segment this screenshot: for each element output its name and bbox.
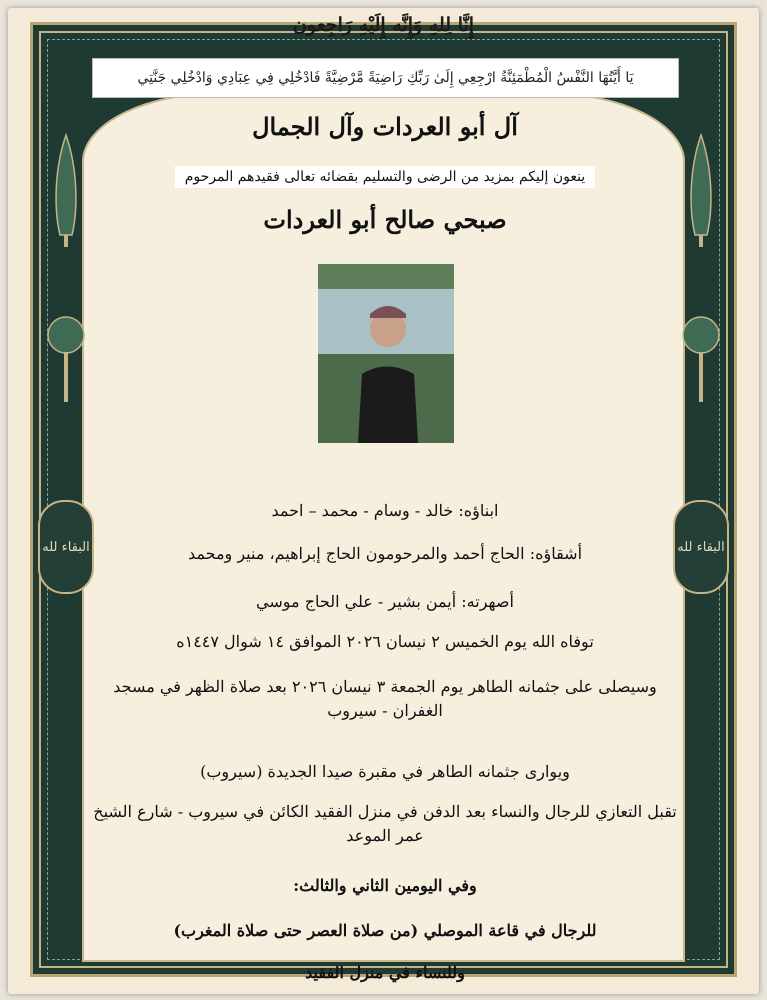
portrait-image (318, 264, 454, 443)
deceased-photo (318, 264, 454, 443)
cypress-tree-icon (46, 130, 86, 250)
sons-line: ابناؤه: خالد - وسام - محمد – احمد (271, 501, 499, 520)
baqa-lillah-medallion: البقاء لله (673, 500, 729, 594)
prayer-line: وسيصلى على جثمانه الطاهر يوم الجمعة ٣ نيسان ٢٠٢٦ بعد صلاة الظهر في مسجد الغفران - سيروب (113, 677, 657, 720)
left-ornament (42, 120, 90, 594)
willow-tree-icon (46, 290, 86, 410)
burial-line: ويوارى جثمانه الطاهر في مقبرة صيدا الجديدة (سيروب) (200, 762, 570, 781)
quran-verse-box: يَا أَيَّتُهَا النَّفْسُ الْمُطْمَئِنَّةُ ارْجِعِي إِلَىٰ رَبِّكِ رَاضِيَةً مَّرْضِيَّةً فَادْخُلِي فِي عِبَادِي وَادْخُلِي جَنَّتِي (92, 58, 679, 98)
announcement-wrapper (90, 166, 680, 188)
deceased-name: صبحي صالح أبو العردات (263, 205, 507, 234)
men-condolences-line: للرجال في قاعة الموصلي (من صلاة العصر حتى صلاة المغرب) (173, 921, 597, 940)
right-ornament (677, 120, 725, 594)
baqa-lillah-medallion: البقاء لله (38, 500, 94, 594)
announcement-text: ينعون إليكم بمزيد من الرضى والتسليم بقضائه تعالى فقيدهم المرحوم (175, 166, 595, 188)
second-third-days-heading: وفي اليومين الثاني والثالث: (293, 876, 477, 895)
women-condolences-line: وللنساء في منزل الفقيد (305, 963, 465, 982)
willow-tree-icon (681, 290, 721, 410)
family-names: آل أبو العردات وآل الجمال (252, 112, 518, 141)
in-laws-line: أصهرته: أيمن بشير - علي الحاج موسي (256, 592, 514, 611)
brothers-line: أشقاؤه: الحاج أحمد والمرحومون الحاج إبراهيم، منير ومحمد (187, 544, 583, 563)
condolences-line: تقبل التعازي للرجال والنساء بعد الدفن في منزل الفقيد الكائن في سيروب - شارع الشيخ عمر الموعد (93, 802, 677, 845)
quran-verse-title: إِنَّا لِلهِ وَإِنَّه إِلَيْهِ رَاجِعون (292, 14, 475, 36)
death-date-line: توفاه الله يوم الخميس ٢ نيسان ٢٠٢٦ الموافق ١٤ شوال ١٤٤٧ه (176, 632, 594, 651)
cypress-tree-icon (681, 130, 721, 250)
